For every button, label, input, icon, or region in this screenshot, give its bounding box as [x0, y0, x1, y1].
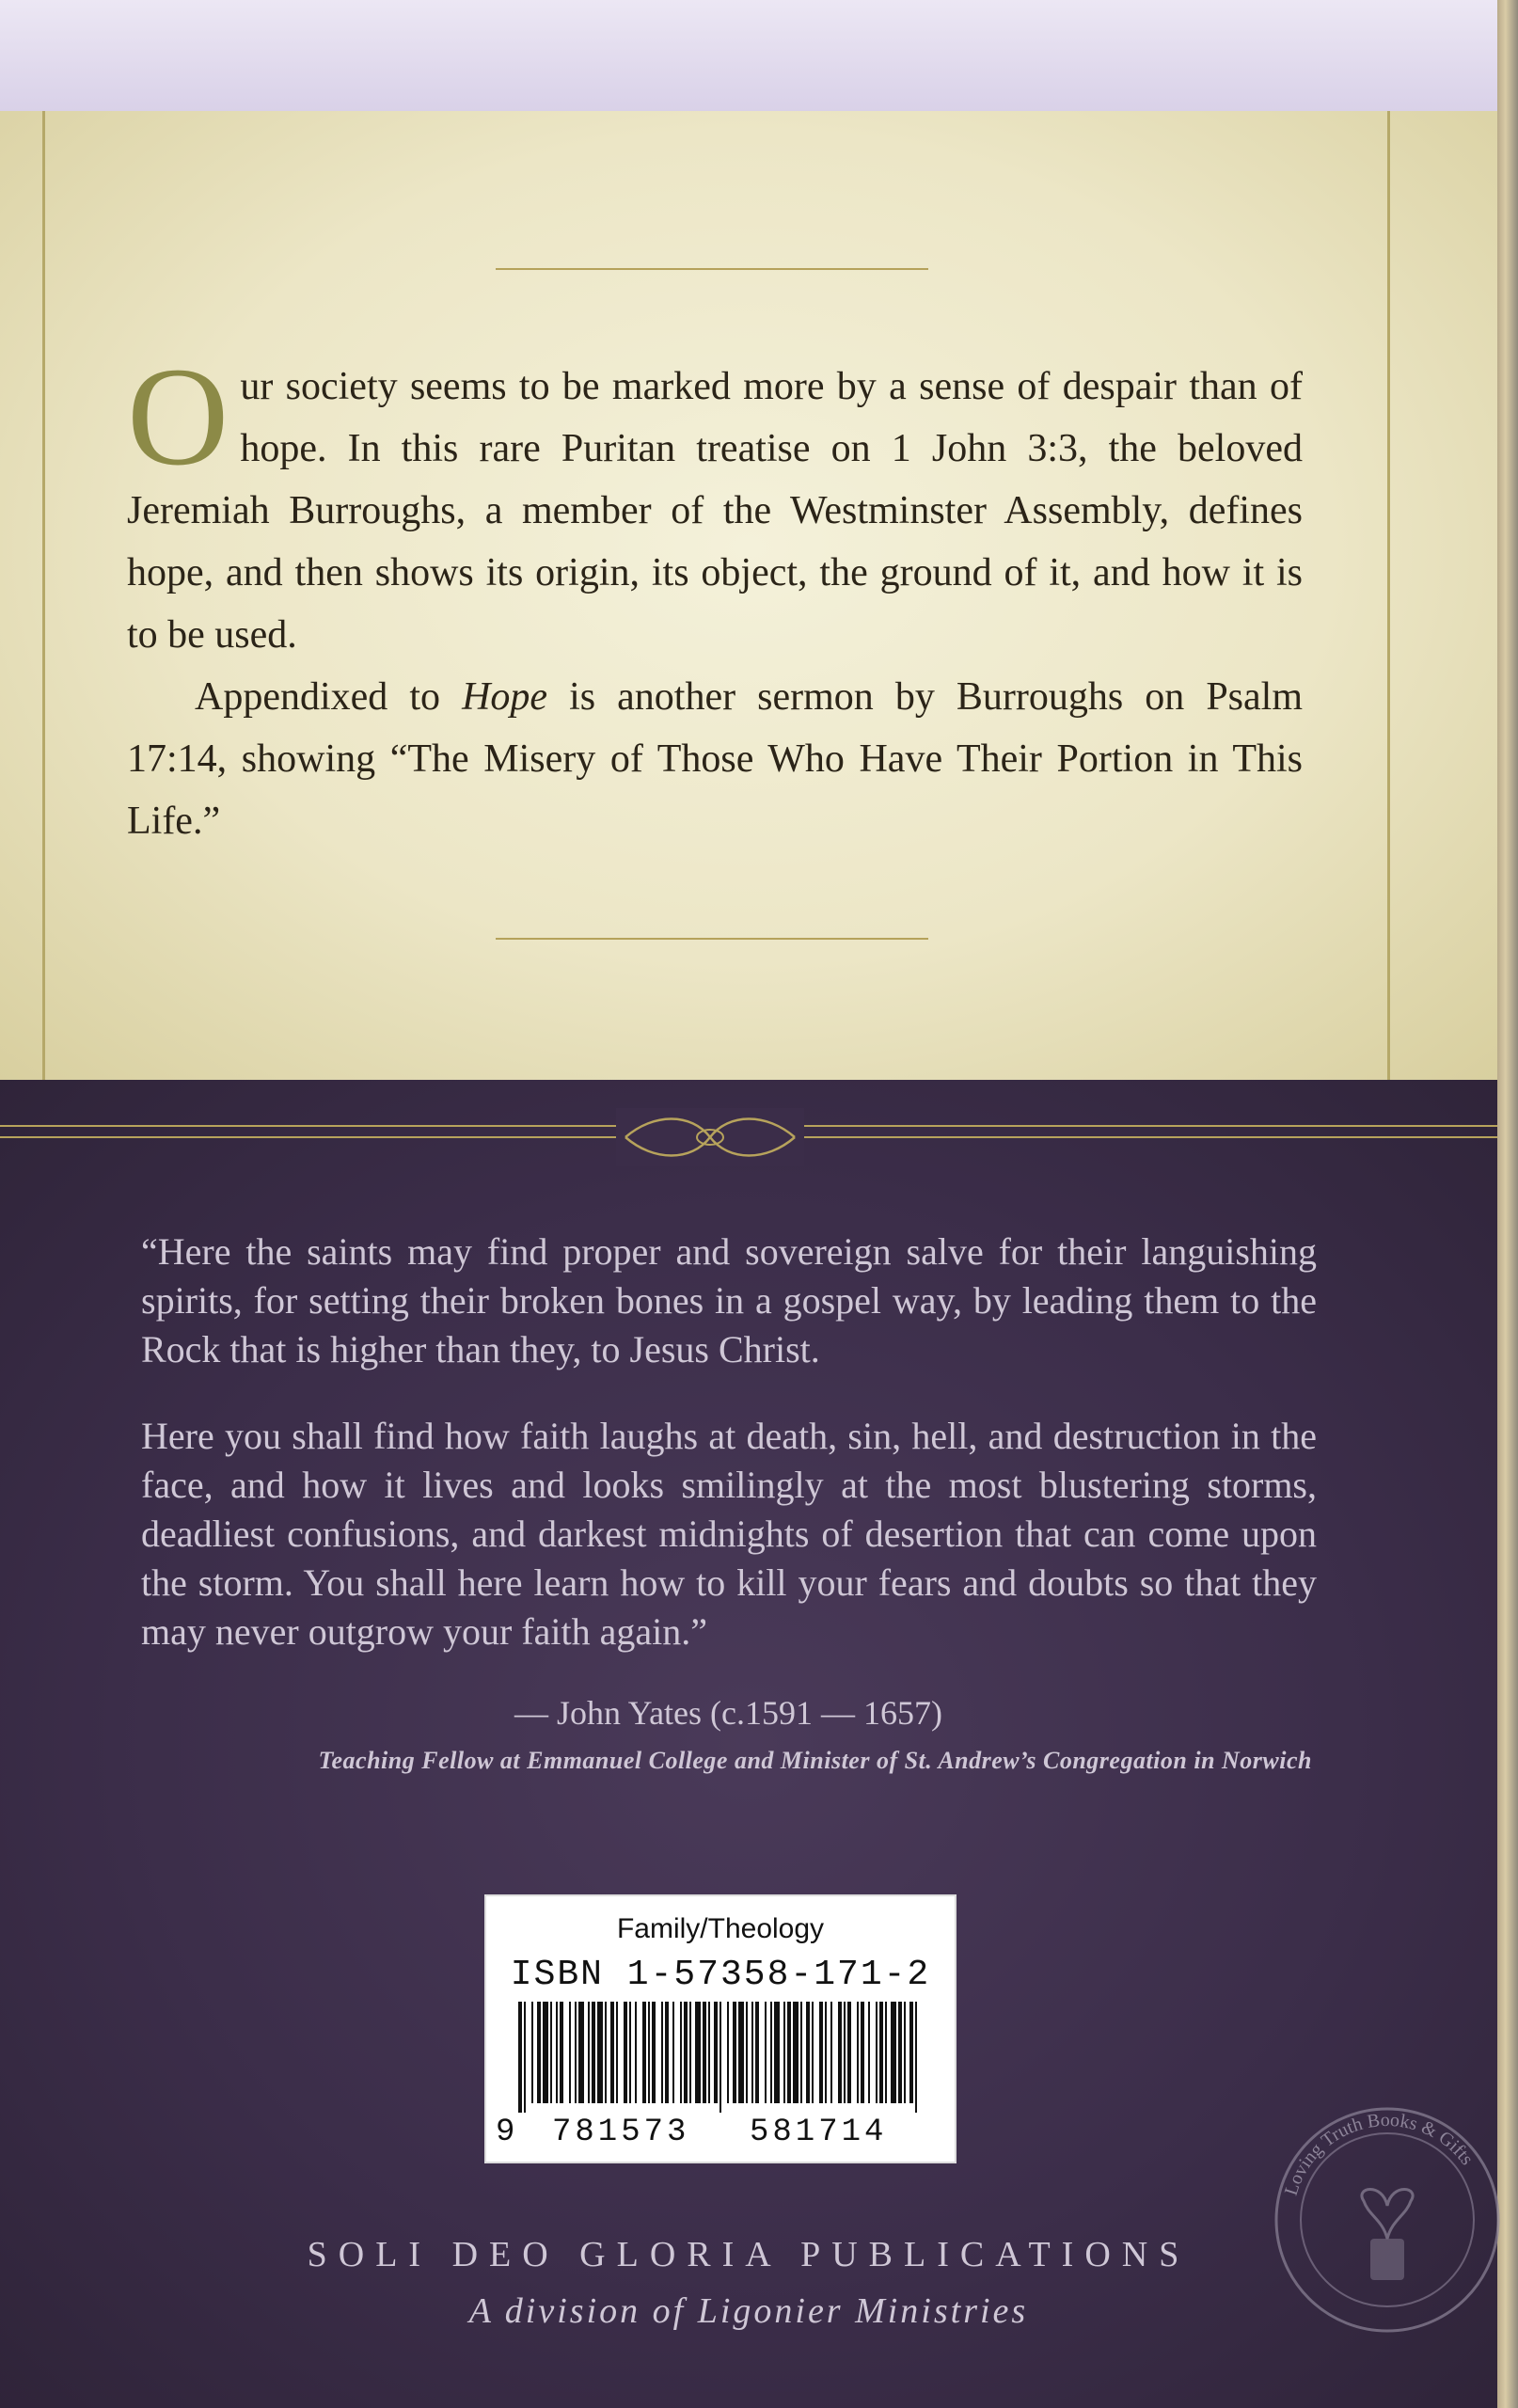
barcode-bar	[861, 2002, 864, 2103]
barcode-bar	[727, 2002, 729, 2103]
isbn-barcode-label	[484, 1894, 957, 2163]
barcode-bar	[847, 2002, 851, 2103]
barcode-bar	[695, 2002, 701, 2103]
barcode-bar	[868, 2002, 870, 2103]
barcode-bar	[793, 2002, 799, 2103]
flourish-ornament	[616, 1108, 804, 1166]
barcode-bar	[518, 2002, 522, 2113]
barcode-bar	[703, 2002, 706, 2103]
barcode-bar	[652, 2002, 656, 2103]
book-description	[127, 339, 1304, 852]
barcode-bar	[738, 2002, 744, 2103]
barcode-bar	[838, 2002, 842, 2103]
barcode-bar	[556, 2002, 558, 2103]
barcode-bar	[819, 2002, 823, 2103]
para2-text-after: is another sermon by Burroughs on Psalm 17:14, showing “The Misery of Those Who Have Their Portion in This Life.”	[127, 675, 1304, 843]
barcode-bars	[518, 2002, 923, 2113]
barcode-bar	[624, 2002, 627, 2103]
barcode-bar	[597, 2002, 603, 2103]
barcode-bar	[629, 2002, 631, 2103]
seal-text: Loving Truth Books & Gifts	[1280, 2109, 1478, 2198]
barcode-bar	[812, 2002, 814, 2103]
barcode-bar	[800, 2002, 802, 2103]
barcode-bar	[770, 2002, 772, 2103]
barcode-bar	[661, 2002, 663, 2103]
barcode-bar	[689, 2002, 691, 2103]
barcode-bar	[885, 2002, 887, 2103]
barcode-bar	[904, 2002, 906, 2103]
barcode-bar	[550, 2002, 552, 2103]
barcode-category: Family/Theology	[616, 1913, 825, 1944]
barcode-bar	[879, 2002, 883, 2103]
para2-title-italic: Hope	[462, 675, 548, 719]
barcode-bar	[588, 2002, 590, 2103]
barcode-bar	[635, 2002, 637, 2103]
barcode-bar	[783, 2002, 785, 2103]
para2-text-before: Appendixed to	[195, 675, 463, 719]
book-edge	[1497, 0, 1518, 2408]
barcode-bar	[746, 2002, 748, 2103]
bookstore-seal-stamp	[1265, 2098, 1510, 2342]
barcode-bar	[774, 2002, 780, 2103]
barcode-bar	[569, 2002, 571, 2103]
barcode-bar	[714, 2002, 718, 2103]
barcode-bar	[844, 2002, 846, 2103]
barcode-bar	[524, 2002, 526, 2113]
barcode-bar	[575, 2002, 577, 2103]
barcode-bar	[642, 2002, 646, 2103]
barcode-bar	[672, 2002, 674, 2103]
quote-attribution: — John Yates (c.1591 — 1657)	[514, 1694, 942, 1732]
bottom-divider	[496, 938, 928, 940]
attribution-title: Teaching Fellow at Emmanuel College and Minister of St. Andrew’s Congregation in Norwich	[318, 1747, 1312, 1774]
barcode-bar	[665, 2002, 669, 2103]
barcode-bar	[719, 2002, 721, 2113]
barcode-bar	[787, 2002, 791, 2103]
barcode-bar	[857, 2002, 859, 2103]
top-divider	[496, 268, 928, 270]
barcode-bar	[830, 2002, 832, 2103]
barcode-bar	[898, 2002, 902, 2103]
barcode-bar	[915, 2002, 917, 2113]
barcode-bar	[531, 2002, 533, 2103]
barcode-bar	[592, 2002, 595, 2103]
barcode-bar	[578, 2002, 584, 2103]
barcode-bar	[560, 2002, 563, 2103]
publisher-name: SOLI DEO GLORIA PUBLICATIONS	[307, 2235, 1191, 2274]
barcode-digits	[486, 2115, 955, 2152]
barcode-bar	[543, 2002, 548, 2103]
barcode-bar	[891, 2002, 896, 2103]
barcode-bar	[537, 2002, 541, 2103]
barcode-bar	[806, 2002, 810, 2103]
barcode-bar	[616, 2002, 618, 2103]
description-paragraph-1: ur society seems to be marked more by a sense of despair than of hope. In this rare Puritan treatise on 1 John 3:3, the beloved Jeremiah Burroughs, a member of the Westminster Assembly, defines hope, and then shows its origin, its object, the ground of it, and how it is to be used.	[127, 365, 1303, 657]
barcode-bar	[765, 2002, 767, 2103]
barcode-bar	[708, 2002, 710, 2103]
barcode-bar	[751, 2002, 753, 2103]
description-paragraph-2	[127, 666, 1303, 852]
barcode-isbn: ISBN 1-57358-171-2	[510, 1955, 931, 1995]
parchment-right-rule	[1387, 111, 1390, 1080]
quote-paragraph-1: “Here the saints may find proper and sovereign salve for their languishing spirits, for setting their broken bones in a gospel way, by leading them to the Rock that is higher than they, to Jesus Christ.	[141, 1230, 1317, 1370]
barcode-bar	[825, 2002, 827, 2103]
barcode-bar	[733, 2002, 736, 2103]
barcode-bar	[909, 2002, 913, 2103]
barcode-digits-left: 781573	[552, 2115, 690, 2150]
barcode-bar	[876, 2002, 878, 2103]
parchment-left-rule	[42, 111, 45, 1080]
top-strip	[0, 0, 1518, 111]
barcode-digit-lead: 9	[496, 2115, 515, 2150]
publisher-division: A division of Ligonier Ministries	[468, 2291, 1029, 2331]
barcode-bar	[605, 2002, 607, 2103]
endorsement-quote	[141, 1228, 1317, 1694]
barcode-bar	[648, 2002, 650, 2103]
barcode-bar	[610, 2002, 614, 2103]
quote-paragraph-2: Here you shall find how faith laughs at death, sin, hell, and destruction in the face, and how it lives and looks smilingly at the most blustering storms, deadliest confusions, and darkest midnights of desertion that can come upon the storm. You shall here learn how to kill your fears and doubts so that they may never outgrow your faith again.”	[141, 1415, 1317, 1653]
drop-cap: O	[127, 339, 229, 495]
barcode-bar	[684, 2002, 688, 2103]
barcode-bar	[755, 2002, 759, 2103]
barcode-bar	[680, 2002, 682, 2103]
barcode-digits-right: 581714	[750, 2115, 888, 2150]
